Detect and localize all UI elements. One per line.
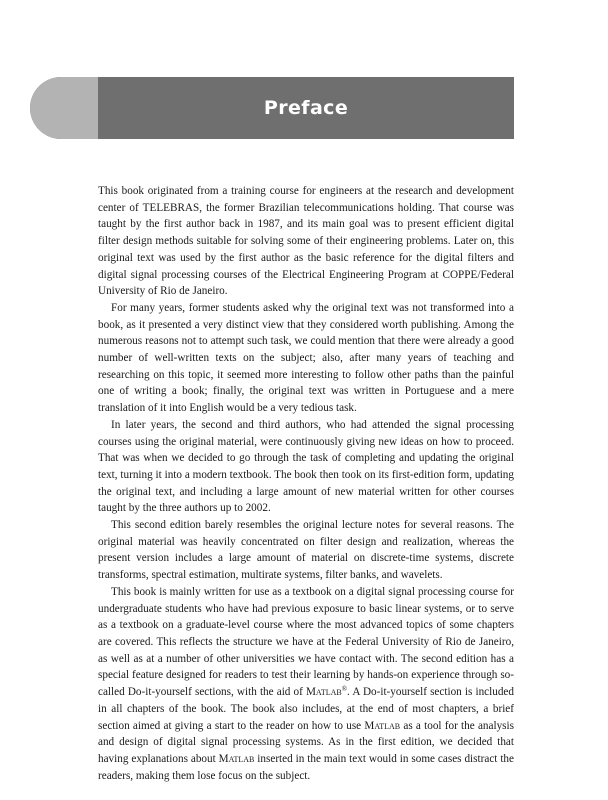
paragraph-5 bbox=[98, 584, 514, 784]
preface-body bbox=[98, 183, 514, 784]
paragraph-1: This book originated from a training course for engineers at the research and development center of TELEBRAS, the former Brazilian telecommunications holding. That course was taught by the first author back in 1987, and its main goal was to present efficient digital filter design methods suitable for solving some of their engineering problems. Later on, this original text was used by the first author as the basic reference for the digital filters and digital signal processing courses of the Electrical Engineering Program at COPPE/Federal University of Rio de Janeiro. bbox=[98, 185, 514, 298]
paragraph-3: In later years, the second and third authors, who had attended the signal processing courses using the original material, were continuously giving new ideas on how to proceed. That was when we decided to go through the task of completing and updating the original text, turning it into a modern textbook. The book then took on its first-edition form, updating the original text, and including a large amount of new material written for other courses taught by the three authors up to 2002. bbox=[98, 418, 514, 515]
paragraph-4: This second edition barely resembles the original lecture notes for several reasons. The original material was heavily concentrated on filter design and realization, whereas the present version includes a large amount of material on discrete-time systems, discrete transforms, spectral estimation, multirate systems, filter banks, and wavelets. bbox=[98, 519, 514, 582]
banner-tab bbox=[30, 77, 98, 139]
paragraph-2: For many years, former students asked why the original text was not transformed into a book, as it presented a very distinct view that they considered worth publishing. Among the numerous reasons not to attempt such task, we could mention that there were already a good number of well-written texts on the subject; also, after many years of teaching and researching on this topic, it seemed more interesting to follow other paths than the painful one of writing a book; finally, the original text was written in Portuguese and a mere translation of it into English would be a very tedious task. bbox=[98, 301, 514, 415]
matlab-name: Matlab bbox=[218, 752, 255, 765]
registered-mark: ® bbox=[341, 685, 348, 694]
paragraph-5-part-4: inserted in the main text would in some cases distract the readers, making them lose focus on the subject. bbox=[98, 752, 514, 782]
paragraph-5-part-2: . A Do-it-yourself section is included in all chapters of the book. The book also includes, at the end of most chapters, a brief section aimed at giving a start to the reader on how to use bbox=[98, 686, 514, 732]
matlab-name: Matlab bbox=[364, 719, 401, 732]
paragraph-5-part-1: This book is mainly written for use as a textbook on a digital signal processing course for undergraduate students who have had previous exposure to basic linear systems, or to serve as a textbook on a graduate-level course where the most advanced topics of some chapters are covered. This reflects the structure we have at the Federal University of Rio de Janeiro, as well as at a number of other universities we have contact with. The second edition has a special feature designed for readers to test their learning by hands-on experience through so-called Do-it-yourself sections, with the aid of bbox=[98, 585, 514, 699]
matlab-name: Matlab bbox=[305, 686, 342, 699]
chapter-banner bbox=[30, 77, 514, 139]
paragraph-5-part-3: as a tool for the analysis and design of digital signal processing systems. As in the first edition, we decided that having explanations about bbox=[98, 719, 514, 765]
chapter-title: Preface bbox=[263, 97, 349, 119]
